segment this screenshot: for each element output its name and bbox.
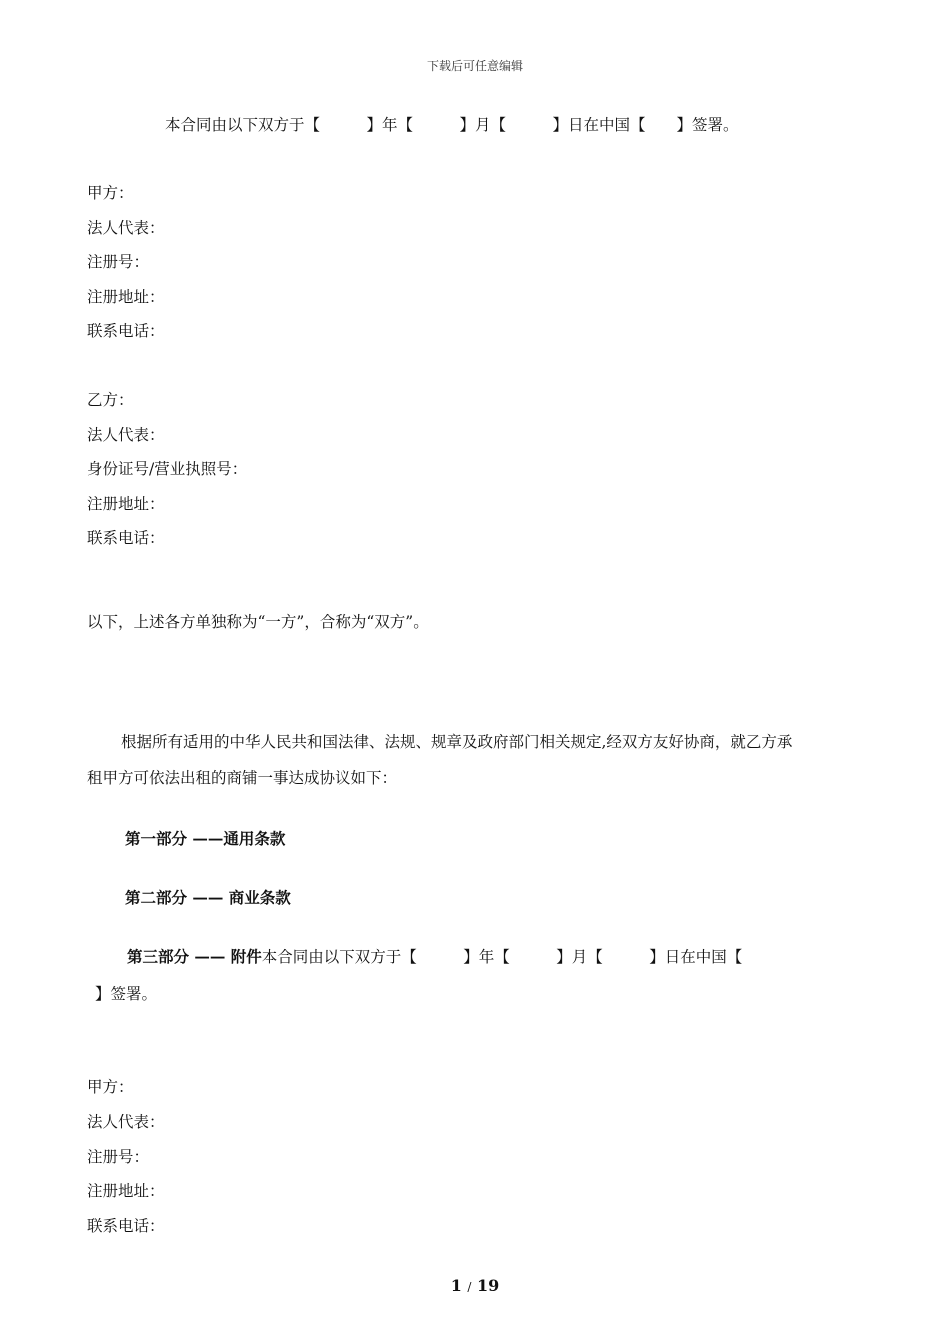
party-a-repeat-label: 甲方： [87, 1078, 134, 1096]
party-a-reg-addr: 注册地址： [87, 288, 165, 306]
party-a-label: 甲方： [87, 184, 134, 202]
party-a-repeat-legal-rep: 法人代表： [87, 1113, 165, 1131]
section-part3-cont: 】签署。 [95, 985, 158, 1003]
section-part3-title: 第三部分 —— 附件 [127, 947, 262, 966]
basis-para-line2: 租甲方可依法出租的商铺一事达成协议如下： [87, 769, 398, 787]
header-note: 下载后可任意编辑 [426, 59, 523, 73]
section-part3-rest: 本合同由以下双方于【 】年【 】月【 】日在中国【 [261, 948, 743, 966]
section-part3-line [127, 949, 742, 966]
page-current: 1 [450, 1276, 462, 1295]
party-a-phone: 联系电话： [87, 322, 165, 340]
collective-note: 以下，上述各方单独称为“一方”，合称为“双方”。 [87, 613, 429, 631]
party-b-phone: 联系电话： [87, 529, 165, 547]
party-b-legal-rep: 法人代表： [87, 426, 165, 444]
page-separator: / [467, 1280, 472, 1294]
page-number [0, 1276, 950, 1295]
party-a-repeat-reg-addr: 注册地址： [87, 1182, 165, 1200]
party-b-reg-addr: 注册地址： [87, 495, 165, 513]
party-a-reg-no: 注册号： [87, 253, 150, 271]
party-a-legal-rep: 法人代表： [87, 219, 165, 237]
party-a-repeat-reg-no: 注册号： [87, 1148, 150, 1166]
intro-line: 本合同由以下双方于【 】年【 】月【 】日在中国【 】签署。 [165, 116, 739, 134]
section-part2: 第二部分 —— 商业条款 [125, 888, 291, 907]
basis-para-line1: 根据所有适用的中华人民共和国法律、法规、规章及政府部门相关规定,经双方友好协商，就乙方承 [121, 733, 793, 751]
party-a-repeat-phone: 联系电话： [87, 1217, 165, 1235]
page-total: 19 [477, 1276, 500, 1295]
party-b-label: 乙方： [87, 391, 134, 409]
section-part1: 第一部分 ——通用条款 [125, 829, 286, 848]
party-b-id-no: 身份证号/营业执照号： [87, 460, 248, 478]
